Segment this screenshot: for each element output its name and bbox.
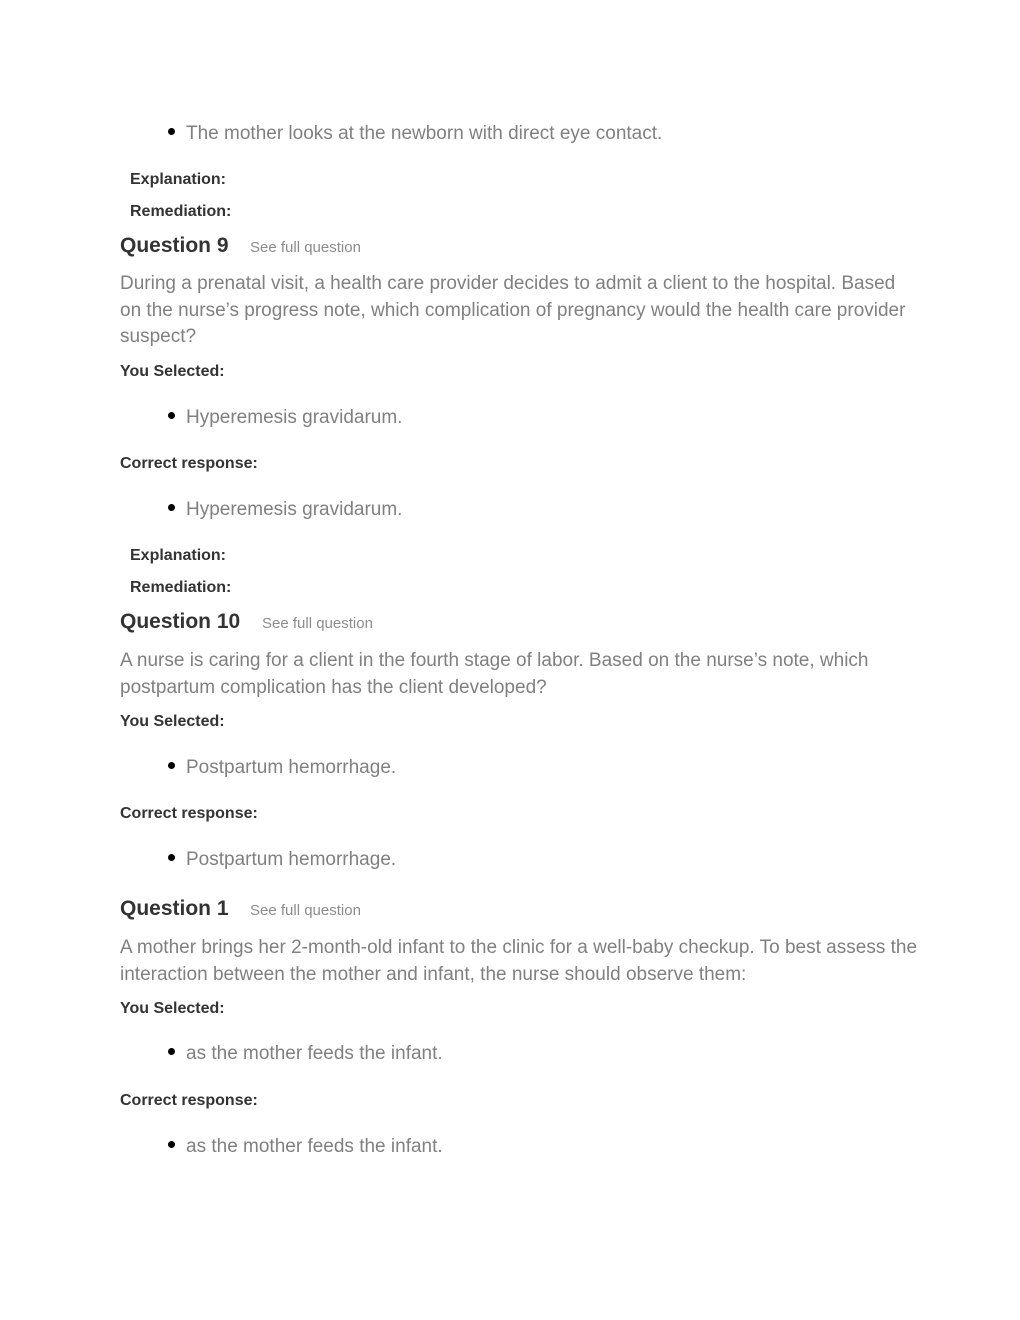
see-full-question-link[interactable]: See full question — [262, 615, 373, 632]
bullet-dot — [168, 1048, 175, 1055]
correct-answer: Hyperemesis gravidarum. — [186, 499, 403, 520]
remediation-label: Remediation: — [130, 579, 232, 596]
question-title: Question 1 — [120, 897, 229, 920]
bullet-dot — [168, 412, 175, 419]
selected-answer: Postpartum hemorrhage. — [186, 757, 397, 778]
see-full-question-link[interactable]: See full question — [250, 902, 361, 919]
explanation-label: Explanation: — [130, 547, 227, 564]
explanation-label: Explanation: — [130, 171, 227, 188]
correct-answer: as the mother feeds the infant. — [186, 1136, 443, 1157]
bullet-dot — [168, 504, 175, 511]
you-selected-label: You Selected: — [120, 713, 225, 730]
bullet-dot — [168, 128, 175, 135]
question-text: A nurse is caring for a client in the fourth stage of labor. Based on the nurse’s note, which postpartum complication has the client developed? — [120, 650, 869, 698]
question-title: Question 10 — [120, 610, 241, 633]
correct-response-label: Correct response: — [120, 455, 258, 472]
selected-answer: Hyperemesis gravidarum. — [186, 407, 403, 428]
you-selected-label: You Selected: — [120, 363, 225, 380]
question-title: Question 9 — [120, 234, 229, 257]
selected-answer: as the mother feeds the infant. — [186, 1043, 443, 1064]
correct-response-label: Correct response: — [120, 805, 258, 822]
see-full-question-link[interactable]: See full question — [250, 239, 361, 256]
bullet-dot — [168, 1141, 175, 1148]
you-selected-label: You Selected: — [120, 1000, 225, 1017]
answer-option: The mother looks at the newborn with direct eye contact. — [186, 123, 663, 144]
bullet-dot — [168, 854, 175, 861]
question-text: During a prenatal visit, a health care provider decides to admit a client to the hospital. Based on the nurse’s progress note, which complication of pregnancy would the health care provider suspect? — [120, 273, 906, 347]
correct-answer: Postpartum hemorrhage. — [186, 849, 397, 870]
remediation-label: Remediation: — [130, 203, 232, 220]
question-text: A mother brings her 2-month-old infant to the clinic for a well-baby checkup. To best assess the interaction between the mother and infant, the nurse should observe them: — [120, 937, 918, 985]
correct-response-label: Correct response: — [120, 1092, 258, 1109]
bullet-dot — [168, 762, 175, 769]
